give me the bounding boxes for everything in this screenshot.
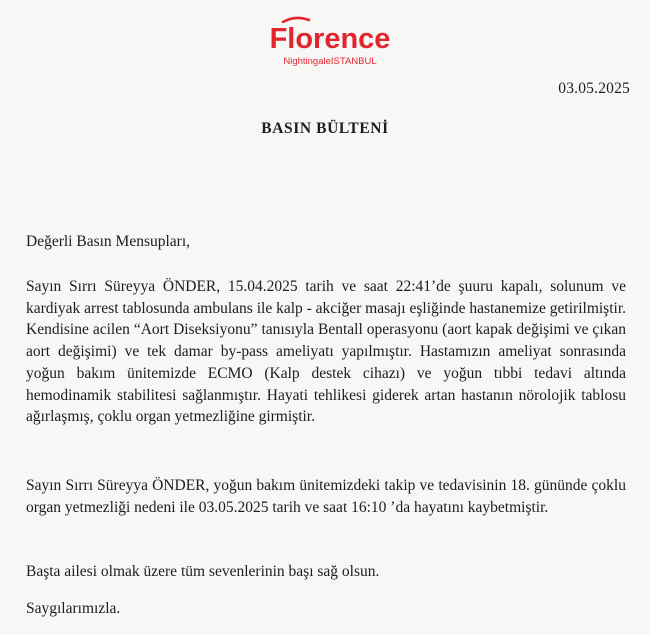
logo-subtitle: NightingaleISTANBUL (283, 56, 377, 67)
logo-name: Florence (269, 23, 391, 55)
closing (26, 598, 626, 620)
paragraph-text: Sayın Sırrı Süreyya ÖNDER, yoğun bakım ünitemizdeki takip ve tedavisinin 18. gününde çoklu organ yetmezliği nedeni ile 03.05.2025 tarih ve saat 16:10 ’da hayatını kaybetmiştir. (26, 477, 626, 516)
paragraph-text: Sayın Sırrı Süreyya ÖNDER, 15.04.2025 tarih ve saat 22:41’de şuuru kapalı, solunum ve kardiyak arrest tablosunda ambulans ile kalp - akciğer masajı eşliğinde hastanemize getirilmiştir. Kendisine acilen “Aort Diseksiyonu” tanısıyla Bentall operasyonu (aort kapak değişimi ve çıkan aort değişimi) ve tek damar by-pass ameliyatı yapılmıştır. Hastamızın ameliyat sonrasında yoğun bakım ünitemizde ECMO (Kalp destek cihazı) ve yoğun tıbbi tedavi altında hemodinamik stabilitesi sağlanmıştır. Hayati tehlikesi giderek artan hastanın nörolojik tablosu ağırlaşmış, çoklu organ yetmezliğine girmiştir. (26, 278, 627, 426)
paragraph-3 (26, 561, 626, 583)
document-date: 03.05.2025 (558, 80, 630, 97)
paragraph-text: Başta ailesi olmak üzere tüm sevenlerinin başı sağ olsun. (26, 563, 380, 580)
paragraph-1 (26, 276, 626, 428)
logo-swoosh-icon (283, 18, 309, 22)
closing-text: Saygılarımızla. (26, 600, 121, 617)
florence-logo (255, 14, 405, 70)
florence-logo-graphic (255, 14, 405, 70)
salutation: Değerli Basın Mensupları, (26, 233, 191, 250)
paragraph-2 (26, 475, 626, 518)
document-title: BASIN BÜLTENİ (261, 120, 389, 137)
